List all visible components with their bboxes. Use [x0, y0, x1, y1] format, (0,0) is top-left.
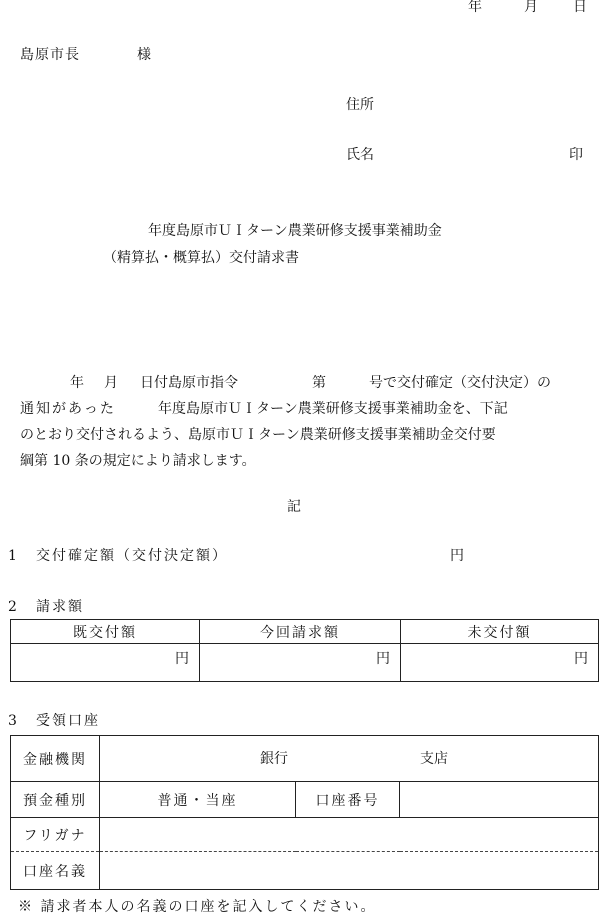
bank-label-cell: 金融機関 — [11, 736, 100, 782]
body-order-text: 日付島原市指令 — [140, 375, 238, 391]
body-line-3: のとおり交付されるよう、島原市ＵＩターン農業研修支援事業補助金交付要 — [20, 427, 496, 443]
date-year-label: 年 — [468, 0, 482, 15]
bank-input-cell[interactable] — [100, 736, 599, 782]
section-3-label: 受領口座 — [36, 713, 100, 729]
furigana-label-cell: フリガナ — [11, 818, 100, 852]
name-label: 氏名 — [346, 147, 374, 163]
body-month: 月 — [104, 375, 118, 391]
bank-suffix: 銀行 — [260, 751, 288, 767]
account-no-input-cell[interactable] — [400, 782, 599, 818]
type-label-cell: 預金種別 — [11, 782, 100, 818]
holder-input-cell[interactable] — [100, 852, 599, 890]
account-table — [10, 735, 599, 890]
furigana-input-cell[interactable] — [100, 818, 599, 852]
type-value-cell[interactable]: 普通・当座 — [100, 782, 296, 818]
title-line-2: （精算払・概算払）交付請求書 — [103, 250, 299, 266]
branch-suffix: 支店 — [420, 751, 448, 767]
unpaid-cell[interactable]: 円 — [401, 644, 599, 682]
date-day-label: 日 — [573, 0, 587, 15]
section-2-number: 2 — [8, 599, 17, 615]
body-line-1-end: 号で交付確定（交付決定）の — [369, 375, 551, 391]
addressee-honorific: 様 — [137, 47, 151, 63]
date-month-label: 月 — [524, 0, 538, 15]
section-1-number: 1 — [8, 548, 17, 564]
address-label: 住所 — [346, 97, 374, 113]
footnote: ※ 請求者本人の名義の口座を記入してください。 — [18, 899, 377, 915]
already-paid-cell[interactable]: 円 — [11, 644, 200, 682]
addressee-name: 島原市長 — [20, 47, 80, 63]
header-current-claim: 今回請求額 — [200, 620, 401, 644]
body-order-dai: 第 — [312, 375, 326, 391]
body-line-2-end: 年度島原市ＵＩターン農業研修支援事業補助金を、下記 — [158, 401, 508, 417]
header-already-paid: 既交付額 — [11, 620, 200, 644]
section-3-number: 3 — [8, 713, 17, 729]
ki-heading: 記 — [287, 499, 301, 515]
header-unpaid: 未交付額 — [401, 620, 599, 644]
current-claim-cell[interactable]: 円 — [200, 644, 401, 682]
section-1-label: 交付確定額（交付決定額） — [36, 548, 228, 564]
title-line-1: 年度島原市ＵＩターン農業研修支援事業補助金 — [148, 223, 442, 239]
body-line-2-start: 通知があった — [20, 401, 116, 417]
body-line-4: 綱第 10 条の規定により請求します。 — [20, 453, 256, 469]
holder-label-cell: 口座名義 — [11, 852, 100, 890]
section-2-label: 請求額 — [36, 599, 84, 615]
section-1-unit: 円 — [450, 548, 464, 564]
account-no-label-cell: 口座番号 — [296, 782, 400, 818]
seal-mark: 印 — [569, 147, 583, 163]
body-year: 年 — [70, 375, 84, 391]
claim-amount-table — [10, 619, 599, 682]
